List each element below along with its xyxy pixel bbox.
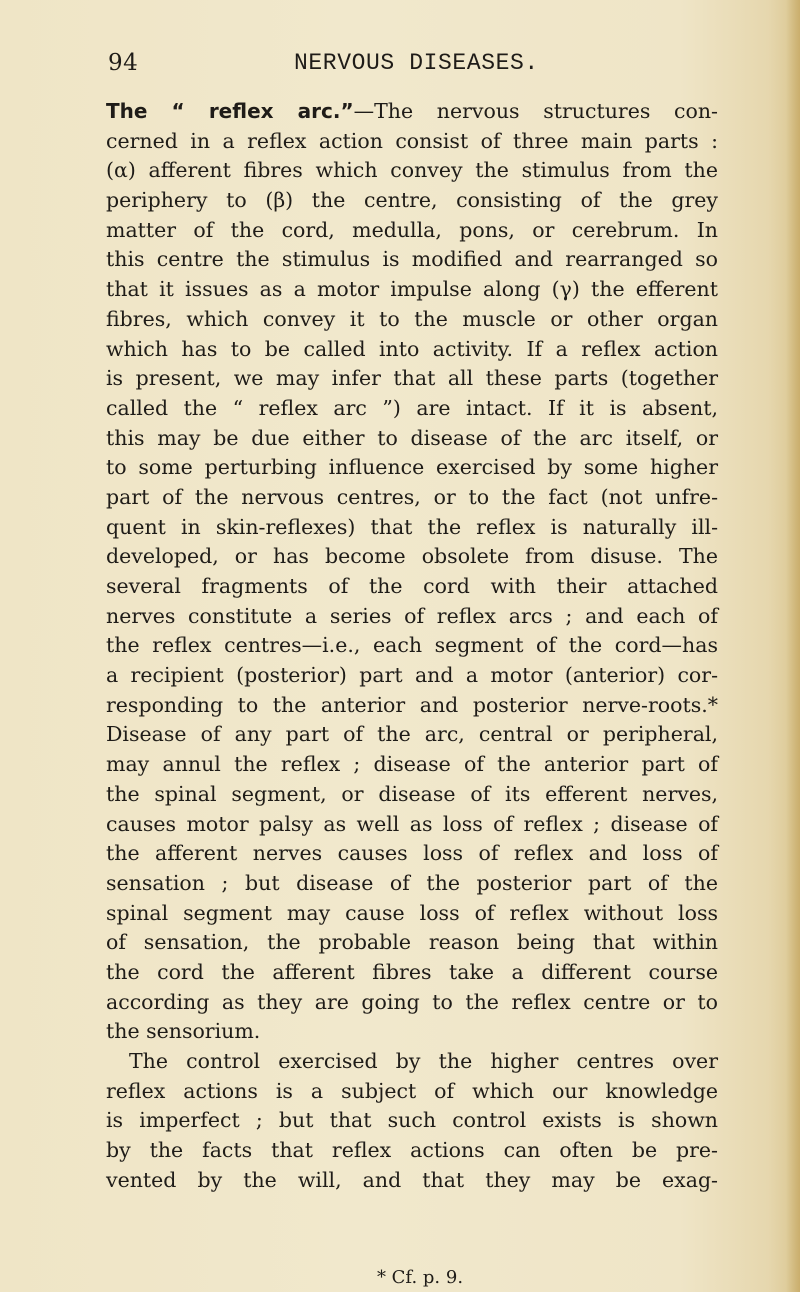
text-line: the sensorium. — [106, 1019, 261, 1044]
text-line: responding to the anterior and posterior nerve-roots.* — [106, 692, 718, 717]
text-line: part of the nervous centres, or to the fact (not unfre- — [106, 484, 718, 509]
text-line: the cord the afferent fibres take a different course — [106, 959, 718, 984]
text-line: nerves constitute a series of reflex arcs ; and each of — [106, 603, 718, 628]
text-line: a recipient (posterior) part and a motor (anterior) cor- — [106, 663, 718, 688]
body-text — [106, 97, 718, 1195]
text-line: this may be due either to disease of the arc itself, or — [106, 425, 718, 450]
line-text: —The nervous structures con- — [353, 99, 718, 123]
text-line: the reflex centres—i.e., each segment of the cord—has — [106, 633, 718, 658]
text-line: is imperfect ; but that such control exists is shown — [106, 1108, 718, 1133]
page-edge-shadow — [786, 0, 800, 1292]
text-line: that it issues as a motor impulse along (γ) the efferent — [106, 277, 718, 302]
text-line: several fragments of the cord with their attached — [106, 574, 718, 598]
text-line: according as they are going to the reflex centre or to — [106, 989, 718, 1014]
footnote: * Cf. p. 9. — [376, 1267, 464, 1288]
text-line: causes motor palsy as well as loss of reflex ; disease of — [106, 811, 718, 836]
text-line: the afferent nerves causes loss of reflex and loss of — [106, 841, 718, 866]
text-line: Disease of any part of the arc, central or peripheral, — [106, 722, 718, 747]
text-line: periphery to (β) the centre, consisting of the grey — [106, 188, 718, 213]
text-line: developed, or has become obsolete from disuse. The — [106, 544, 718, 569]
text-line: of sensation, the probable reason being that within — [106, 930, 718, 955]
section-lead-term: The “ reflex arc.” — [106, 99, 354, 123]
text-line: which has to be called into activity. If a reflex action — [106, 336, 718, 361]
text-line: sensation ; but disease of the posterior part of the — [106, 870, 718, 895]
text-line: spinal segment may cause loss of reflex without loss — [106, 900, 718, 925]
text-line: may annul the reflex ; disease of the anterior part of — [106, 752, 718, 777]
text-line: the spinal segment, or disease of its efferent nerves, — [106, 781, 718, 806]
text-line: is present, we may infer that all these parts (together — [106, 366, 718, 391]
running-head — [108, 50, 708, 80]
text-line: by the facts that reflex actions can often be pre- — [106, 1138, 718, 1163]
text-line: to some perturbing influence exercised by some higher — [106, 455, 718, 480]
text-line — [106, 97, 718, 127]
text-line: vented by the will, and that they may be exag- — [106, 1167, 718, 1192]
paragraph-start-line: The control exercised by the higher centres over — [129, 1049, 718, 1073]
text-line: cerned in a reflex action consist of three main parts : — [106, 128, 718, 153]
text-line: (α) afferent fibres which convey the stimulus from the — [106, 158, 718, 183]
text-line: this centre the stimulus is modified and rearranged so — [106, 247, 718, 272]
page-number: 94 — [108, 50, 139, 76]
text-line: reflex actions is a subject of which our knowledge — [106, 1078, 718, 1103]
text-line: matter of the cord, medulla, pons, or cerebrum. In — [106, 217, 718, 242]
running-title: NERVOUS DISEASES. — [294, 50, 539, 76]
text-line: quent in skin-reflexes) that the reflex is naturally ill- — [106, 514, 718, 539]
text-line: called the “ reflex arc ”) are intact. If it is absent, — [106, 395, 718, 420]
text-line: fibres, which convey it to the muscle or other organ — [106, 306, 718, 331]
